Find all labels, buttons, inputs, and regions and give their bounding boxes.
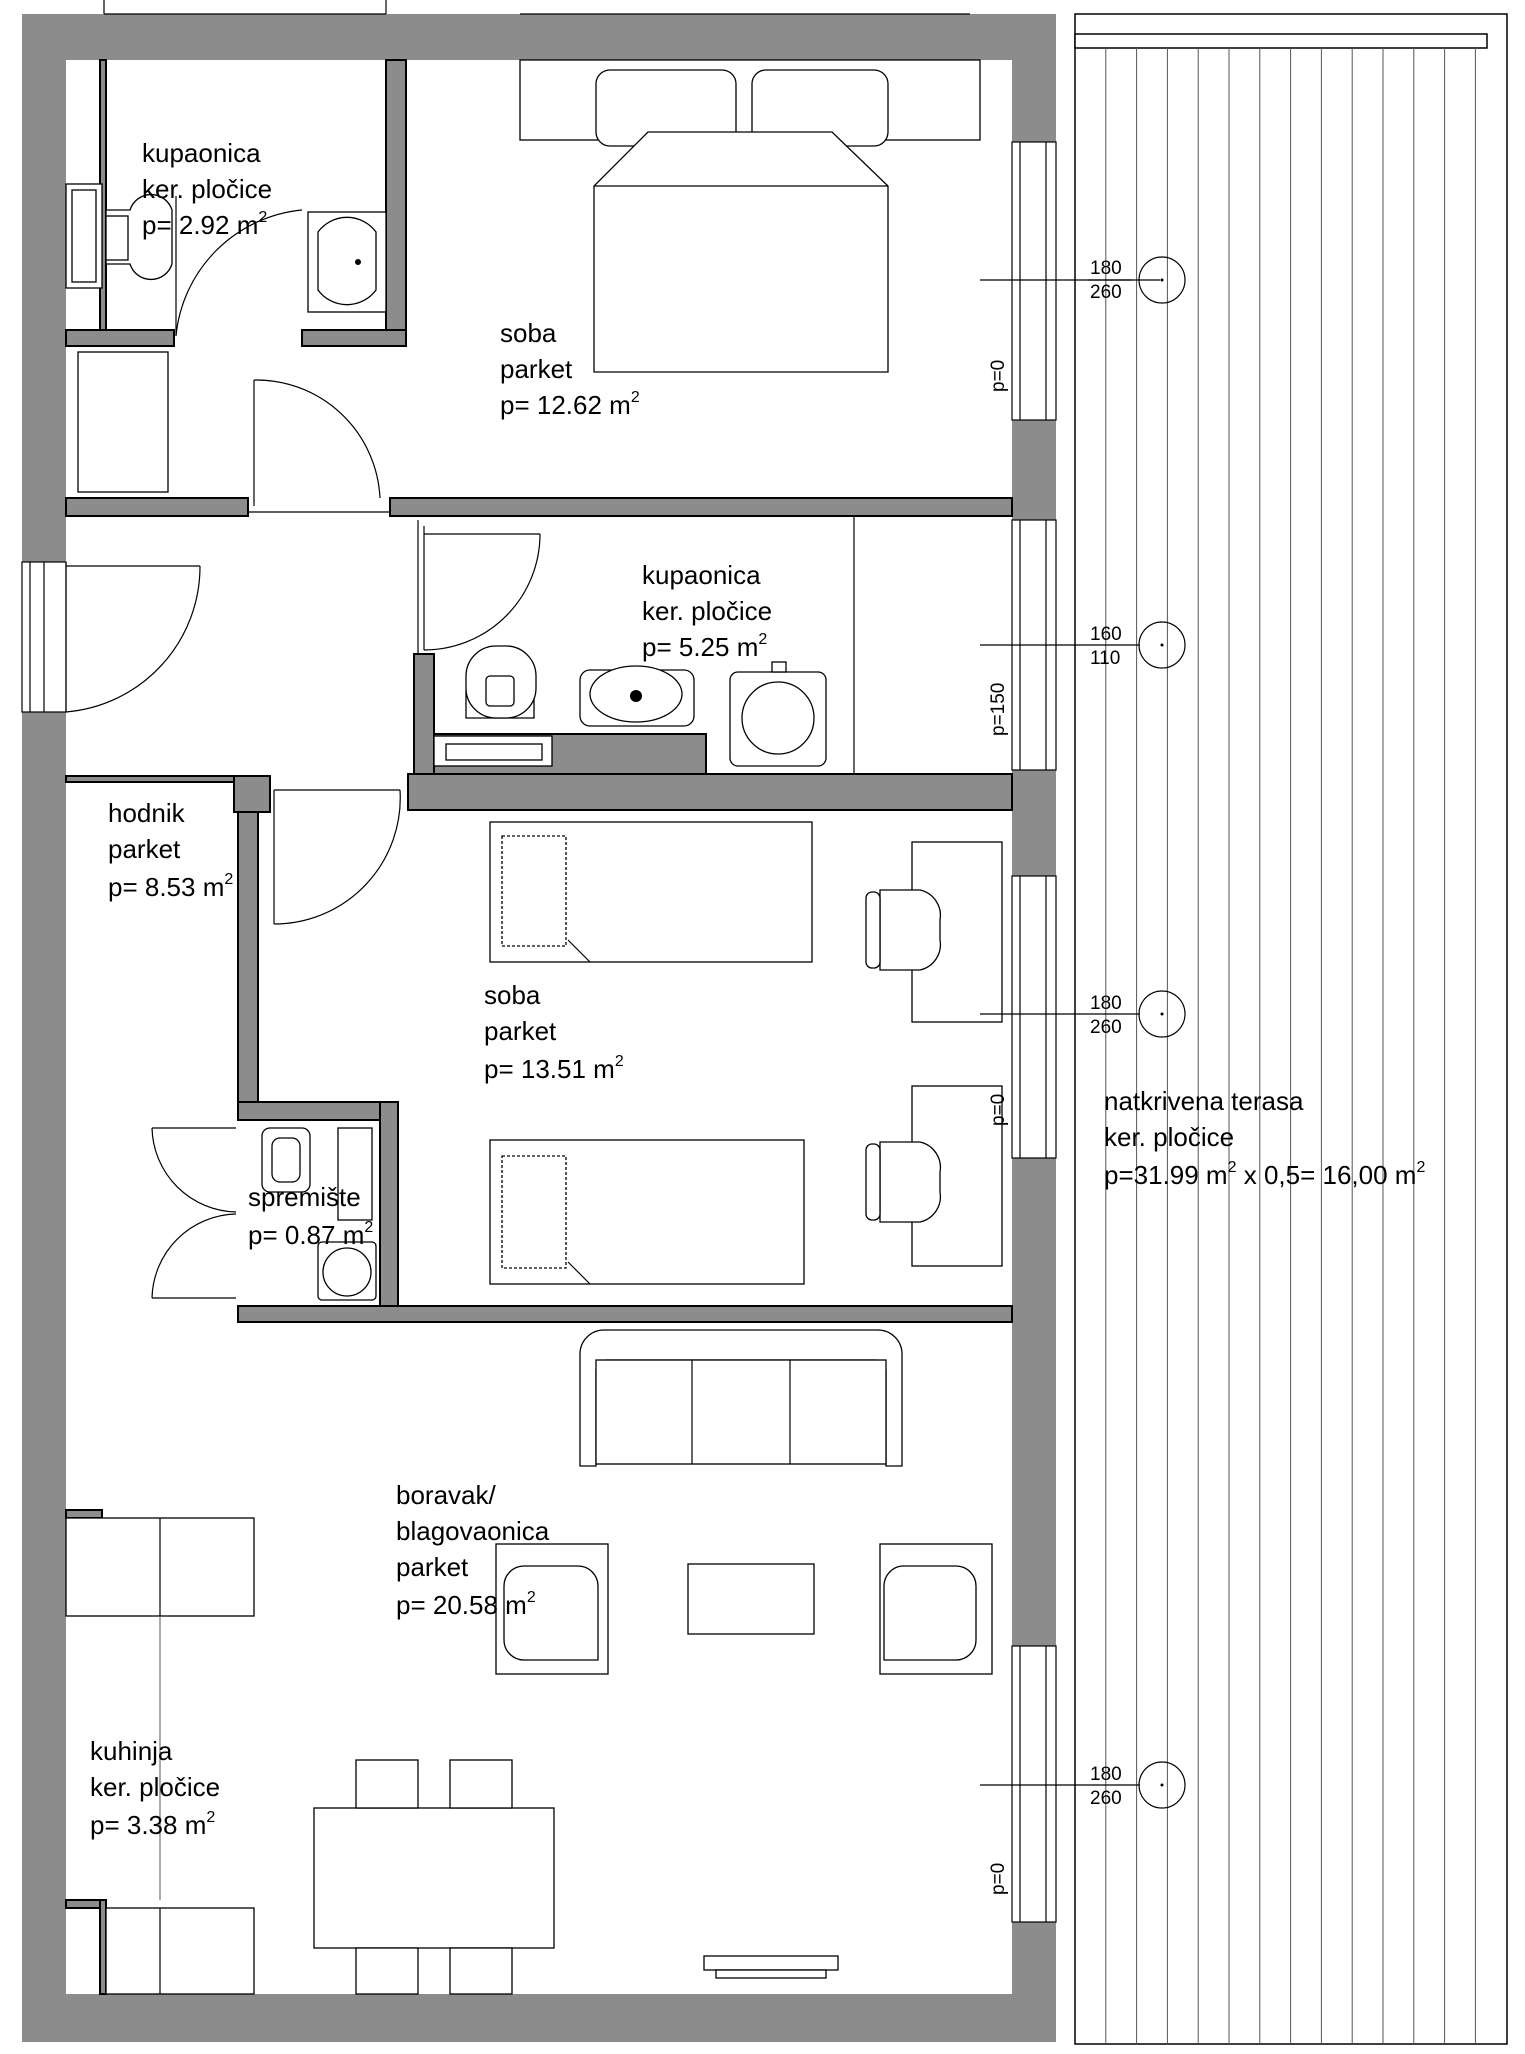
kitchen-name: kuhinja bbox=[90, 1736, 173, 1766]
entrance-door bbox=[22, 562, 200, 712]
bedroom1-floor: parket bbox=[500, 354, 573, 384]
room-label-bedroom2 bbox=[484, 980, 624, 1084]
facade-windows bbox=[1012, 142, 1056, 1922]
kitchen-area: p= 3.38 $m^2$ bbox=[90, 1809, 216, 1840]
window-2-top: 160 bbox=[1090, 624, 1122, 645]
window-4-bottom: 260 bbox=[1090, 1788, 1122, 1809]
storage-area: p= 0.87 $m^2$ bbox=[248, 1219, 374, 1250]
room-label-hall bbox=[108, 798, 233, 902]
terrace-area: p=31.99 $m^2$ x 0,5= 16,00 $m^2$ bbox=[1104, 1159, 1426, 1190]
room-label-bathroom1 bbox=[142, 138, 272, 240]
bathroom1-name: kupaonica bbox=[142, 138, 261, 168]
terrace-name: natkrivena terasa bbox=[1104, 1086, 1304, 1116]
bathroom1-floor: ker. pločice bbox=[142, 174, 273, 204]
hall-name: hodnik bbox=[108, 798, 185, 828]
bedroom1-name: soba bbox=[500, 318, 557, 348]
living-furniture bbox=[496, 1330, 992, 1674]
hall-floor: parket bbox=[108, 834, 181, 864]
window-2-bottom: 110 bbox=[1090, 648, 1121, 669]
living-name2: blagovaonica bbox=[396, 1516, 550, 1546]
storage-fixtures bbox=[262, 1128, 376, 1300]
bedroom1-area: p= 12.62 $m^2$ bbox=[500, 389, 640, 420]
living-floor: parket bbox=[396, 1552, 469, 1582]
bedroom1-furniture bbox=[78, 60, 980, 492]
window-4-sill: p=0 bbox=[988, 1862, 1009, 1895]
living-area: p= 20.58 $m^2$ bbox=[396, 1589, 536, 1620]
hall-area: p= 8.53 $m^2$ bbox=[108, 871, 234, 902]
window-3-bottom: 260 bbox=[1090, 1017, 1122, 1038]
terrace-floor: ker. pločice bbox=[1104, 1122, 1235, 1152]
window-2-sill: p=150 bbox=[988, 682, 1009, 736]
window-3-sill: p=0 bbox=[988, 1093, 1009, 1126]
bathroom1-area: p= 2.92 $m^2$ bbox=[142, 209, 268, 240]
window-3-top: 180 bbox=[1090, 993, 1122, 1014]
bedroom2-area: p= 13.51 $m^2$ bbox=[484, 1053, 624, 1084]
window-4-top: 180 bbox=[1090, 1764, 1122, 1785]
terrace bbox=[1075, 14, 1507, 2044]
living-name: boravak/ bbox=[396, 1480, 496, 1510]
bathroom2-area: p= 5.25 $m^2$ bbox=[642, 631, 768, 662]
window-1-bottom: 260 bbox=[1090, 282, 1122, 303]
bedroom2-furniture bbox=[490, 822, 1002, 1284]
bedroom2-floor: parket bbox=[484, 1016, 557, 1046]
bathroom2-name: kupaonica bbox=[642, 560, 761, 590]
top-edge bbox=[104, 0, 970, 14]
room-label-bathroom2 bbox=[642, 560, 772, 662]
room-label-kitchen bbox=[90, 1736, 220, 1840]
window-1-sill: p=0 bbox=[988, 359, 1009, 392]
bathroom2-floor: ker. pločice bbox=[642, 596, 773, 626]
kitchen-floor: ker. pločice bbox=[90, 1772, 221, 1802]
bedroom2-name: soba bbox=[484, 980, 541, 1010]
window-1-top: 180 bbox=[1090, 258, 1122, 279]
storage-name: spremište bbox=[248, 1182, 361, 1212]
